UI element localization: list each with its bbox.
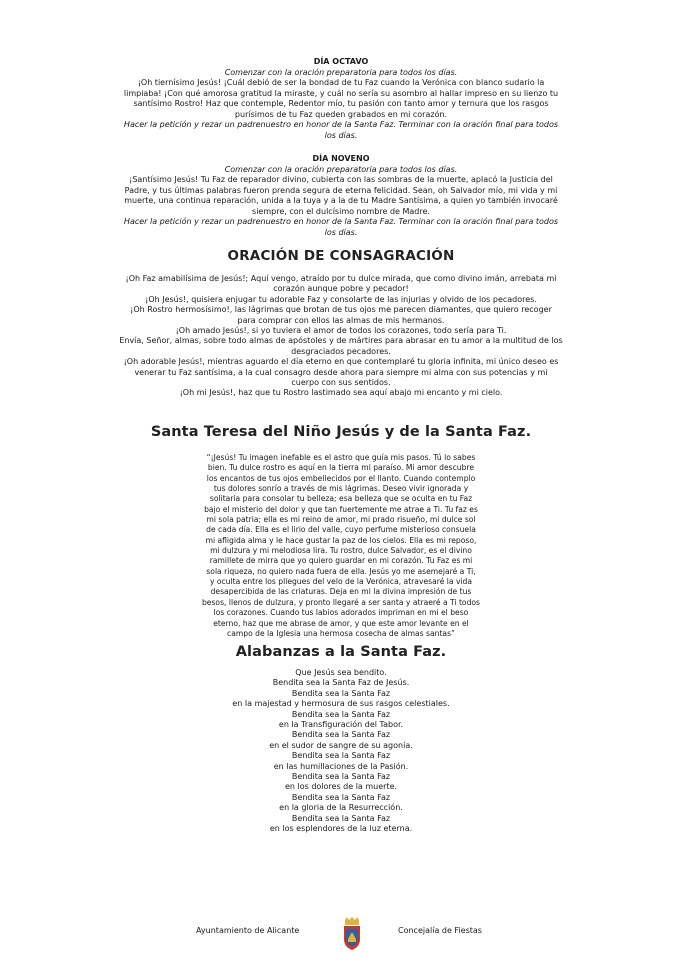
oracion-title: ORACIÓN DE CONSAGRACIÓN [227,248,455,264]
dia-octavo-section [0,57,682,141]
city-crest-icon [342,917,362,951]
alabanza-line: en las humillaciones de la Pasión. [273,761,409,771]
alabanza-line: Bendita sea la Santa Faz de Jesús. [272,678,410,688]
dia-octavo-line: ¡Oh tiernísimo Jesús! ¡Cuál debió de ser la bondad de tu Faz cuando la Verónica con blanco sudario la [137,78,545,87]
footer [0,917,682,953]
quote-line: mi sola patria; ella es mi reino de amor, mi prado risueño, mi dulce sol [206,515,476,525]
dia-noveno-title: DÍA NOVENO [312,154,370,163]
quote-line: sola riqueza, no quiero nada fuera de ella. Jesús yo me asemejaré a Ti, [206,566,476,576]
alabanzas-title: Alabanzas a la Santa Faz. [235,644,447,660]
alabanza-line: Que Jesús sea bendito. [295,668,387,677]
oracion-section [0,248,682,399]
alabanza-line: en los dolores de la muerte. [284,782,398,792]
quote-line: ramillete de mirra que yo quiero guardar en mi corazón. Tu Faz es mi [209,556,473,566]
dia-octavo-line: purísimos de tu Faz queden grabados en mi corazón. [234,109,448,119]
oracion-line: venerar tu Faz santísima, a la cual consagro desde ahora para siempre mi alma con sus potencias y mi [134,367,548,377]
oracion-line: ¡Oh Rostro hermosísimo!, las lágrimas que brotan de tus ojos me parecen diamantes, que quiero recoger [130,305,552,315]
quote-line: campo de la Iglesia una hermosa cosecha de almas santas” [227,628,455,638]
oracion-line: ¡Oh mi Jesús!, haz que tu Rostro lastimado sea aquí abajo mi encanto y mi cielo. [179,388,503,398]
alabanza-line: Bendita sea la Santa Faz [291,751,391,761]
dia-noveno-line: Hacer la petición y rezar un padrenuestro en honor de la Santa Faz. Terminar con la oración final para todos [123,217,559,226]
oracion-line: ¡Oh Faz amabilísima de Jesús!; Aquí vengo, atraído por tu dulce mirada, que como divino imán, arrebata mi [125,274,557,283]
alabanzas-section [0,644,682,835]
dia-octavo-body [0,68,682,142]
oracion-line: para comprar con ellos las almas de mis hermanos. [237,315,445,325]
alabanza-line: en la majestad y hermosura de sus rasgos celestiales. [232,699,450,709]
footer-concejalia: Concejalía de Fiestas [398,926,482,935]
dia-noveno-line: los días. [324,227,358,237]
dia-noveno-body [0,165,682,239]
oracion-body [0,274,682,399]
dia-noveno-line: siempre, con el dulcísimo nombre de Madre. [252,206,430,216]
quote-line: bajo el misterio del dolor y que tan fuertemente me atrae a Ti. Tu faz es [204,504,478,514]
alabanza-line: en los esplendores de la luz eterna. [269,824,413,834]
quote-line: desapercibida de las criaturas. Deja en mi la divina impresión de tus [210,587,472,597]
alabanza-line: Bendita sea la Santa Faz [291,730,391,740]
quote-line: besos, llenos de dulzura, y pronto llegaré a ser santa y atraeré a Ti todos [201,597,480,607]
dia-noveno-line: muerte, una continua reparación, unida a la tuya y a la de tu Madre Santísima, a quien yo también invocaré [124,196,558,205]
quote-line: de cada día. Ella es el lirio del valle, cuyo perfume misterioso consuela [206,525,476,535]
oracion-line: Envía, Señor, almas, sobre todo almas de apóstoles y de mártires para abrasar en tu amor a la multitud de los [119,336,563,346]
oracion-line: ¡Oh amado Jesús!, si yo tuviera el amor de todos los corazones, todo sería para Ti. [175,326,507,336]
dia-octavo-line: los días. [324,130,358,140]
alabanza-line: Bendita sea la Santa Faz [291,813,391,823]
alabanza-line: Bendita sea la Santa Faz [291,792,391,802]
quote-line: tus dolores sonrío a través de mis lágrimas. Deseo vivir ignorada y [213,484,469,494]
teresa-section [0,424,682,440]
quote-line: eterno, haz que me abrase de amor, y que este amor levante en el [213,618,469,628]
dia-octavo-line: Hacer la petición y rezar un padrenuestro en honor de la Santa Faz. Terminar con la oración final para todos [123,120,559,129]
alabanza-line: Bendita sea la Santa Faz [291,709,391,719]
oracion-line: ¡Oh Jesús!, quisiera enjugar tu adorable Faz y consolarte de las injurias y olvido de los pecadores. [145,294,537,304]
teresa-quote [190,453,492,639]
quote-line: los encantos de tus ojos embellecidos por el llanto. Cuando contemplo [206,473,476,483]
dia-noveno-line: ¡Santísimo Jesús! Tu Faz de reparador divino, cubierta con las sombras de la muerte, aplacó la Justicia del [129,175,553,184]
alabanza-line: Bendita sea la Santa Faz [291,772,391,782]
footer-ayuntamiento: Ayuntamiento de Alicante [196,926,300,935]
dia-noveno-section [0,154,682,238]
dia-octavo-line: Comenzar con la oración preparatoria para todos los días. [224,67,458,77]
quote-line: mi afligida alma y le hace gustar la paz de los cielos. Ella es mi reposo, [205,535,477,545]
alabanza-line: Bendita sea la Santa Faz [291,688,391,698]
quote-line: solitaria para consolar tu belleza; esa belleza que se oculta en tu Faz [209,494,473,504]
quote-line: mi dulzura y mi melodiosa lira. Tu rostro, dulce Salvador, es el divino [210,546,472,556]
dia-octavo-line: limpiaba! ¡Con qué amorosa gratitud la miraste, y cuál no sería su asombro al hallar impreso en su lienzo tu [123,88,559,98]
alabanza-line: en la Transfiguración del Tabor. [278,720,404,730]
quote-line: “¡Jesús! Tu imagen inefable es el astro que guía mis pasos. Tú lo sabes [206,453,476,462]
dia-noveno-line: Padre, y tus últimas palabras fueron prenda segura de eterna felicidad. Sean, oh Salvador mío, mi vida y mi [124,185,558,195]
oracion-line: corazón aunque pobre y pecador! [273,284,409,294]
alabanza-line: en la gloria de la Resurrección. [279,803,403,813]
dia-octavo-title: DÍA OCTAVO [313,57,369,66]
oracion-line: cuerpo con sus sentidos. [291,378,391,388]
oracion-line: desgraciados pecadores. [291,346,391,356]
quote-line: bien. Tu dulce rostro es aquí en la tierra mi paraíso. Mi amor descubre [207,463,475,473]
dia-octavo-line: santísimo Rostro! Haz que contemple, Redentor mío, tu pasión con tanto amor y ternura que los rasgos [133,99,549,108]
oracion-line: ¡Oh adorable Jesús!, mientras aguardo el día eterno en que contemplaré tu gloria infinita, mi único deseo es [123,357,559,367]
alabanza-line: en el sudor de sangre de su agonía. [269,740,413,750]
quote-line: y oculta entre los pliegues del velo de la Verónica, atravesaré la vida [209,577,473,587]
dia-noveno-line: Comenzar con la oración preparatoria para todos los días. [224,164,458,174]
quote-line: los corazones. Cuando tus labios adorados impriman en mi el beso [213,608,469,618]
teresa-title: Santa Teresa del Niño Jesús y de la Santa Faz. [150,424,532,440]
alabanzas-body [0,668,682,835]
